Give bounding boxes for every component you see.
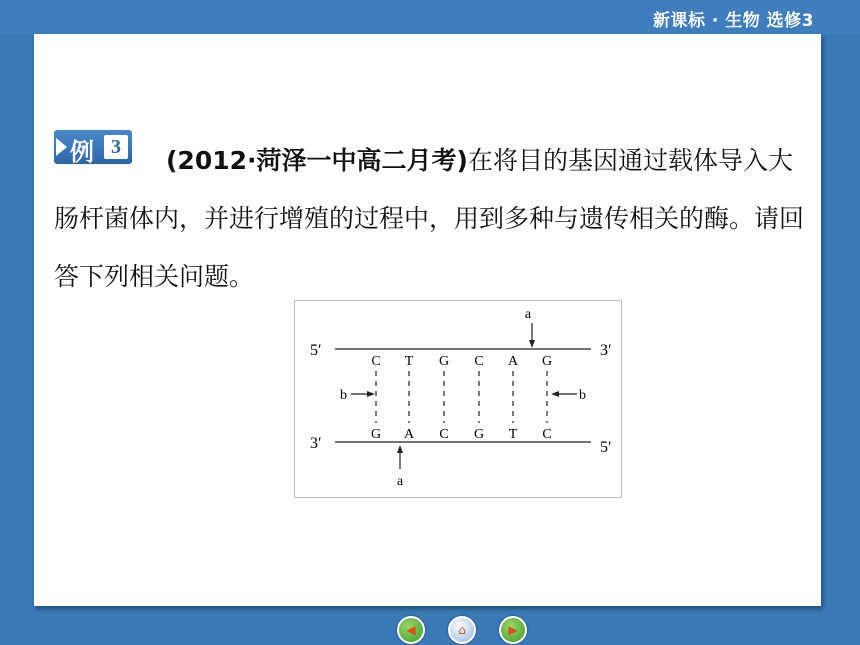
label-a-top: a bbox=[524, 307, 532, 322]
arrow-a-bottom-head bbox=[397, 445, 403, 453]
question-source: (2012·菏泽一中高二月考) bbox=[166, 146, 468, 175]
bottom-base: G bbox=[370, 427, 382, 442]
top-base: C bbox=[371, 354, 381, 369]
arrow-a-top-head bbox=[529, 340, 535, 348]
top-base: C bbox=[474, 354, 484, 369]
badge-label: 例 bbox=[70, 138, 94, 166]
bottom-base: G bbox=[473, 427, 485, 442]
top-left-end: 5′ bbox=[310, 342, 322, 359]
badge-number: 3 bbox=[104, 135, 128, 159]
top-base: A bbox=[507, 354, 519, 369]
top-right-end: 3′ bbox=[600, 342, 612, 359]
question-body: 在将目的基因通过载体导入大肠杆菌体内，并进行增殖的过程中，用到多种与遗传相关的酶。请回答下列相关问题。 bbox=[54, 146, 805, 291]
bottom-base: A bbox=[403, 427, 415, 442]
bottom-base: C bbox=[439, 427, 449, 442]
base-pair-bonds bbox=[376, 371, 547, 423]
question-text bbox=[54, 132, 814, 306]
course-label: 新课标 · 生物 选修3 bbox=[652, 11, 814, 31]
home-icon: ⌂ bbox=[458, 623, 466, 637]
arrow-b-right-head bbox=[551, 391, 559, 397]
next-slide-button[interactable] bbox=[499, 616, 527, 644]
label-a-bottom: a bbox=[396, 474, 404, 489]
label-b-left: b bbox=[340, 388, 347, 403]
arrow-right-icon: ▶ bbox=[508, 623, 518, 637]
slide-content bbox=[34, 34, 821, 606]
label-b-right: b bbox=[579, 388, 586, 403]
home-button[interactable] bbox=[448, 616, 476, 644]
top-base: G bbox=[541, 354, 553, 369]
top-base: T bbox=[404, 354, 414, 369]
bottom-base: T bbox=[508, 427, 518, 442]
bottom-base: C bbox=[542, 427, 552, 442]
dna-diagram bbox=[295, 301, 621, 497]
arrow-left-icon: ◀ bbox=[406, 623, 416, 637]
top-base: G bbox=[438, 354, 450, 369]
arrow-b-left-head bbox=[367, 391, 375, 397]
dna-figure bbox=[294, 300, 622, 498]
header-bar bbox=[0, 0, 860, 34]
bottom-right-end: 5′ bbox=[600, 439, 612, 456]
bottom-left-end: 3′ bbox=[310, 435, 322, 452]
prev-slide-button[interactable] bbox=[397, 616, 425, 644]
